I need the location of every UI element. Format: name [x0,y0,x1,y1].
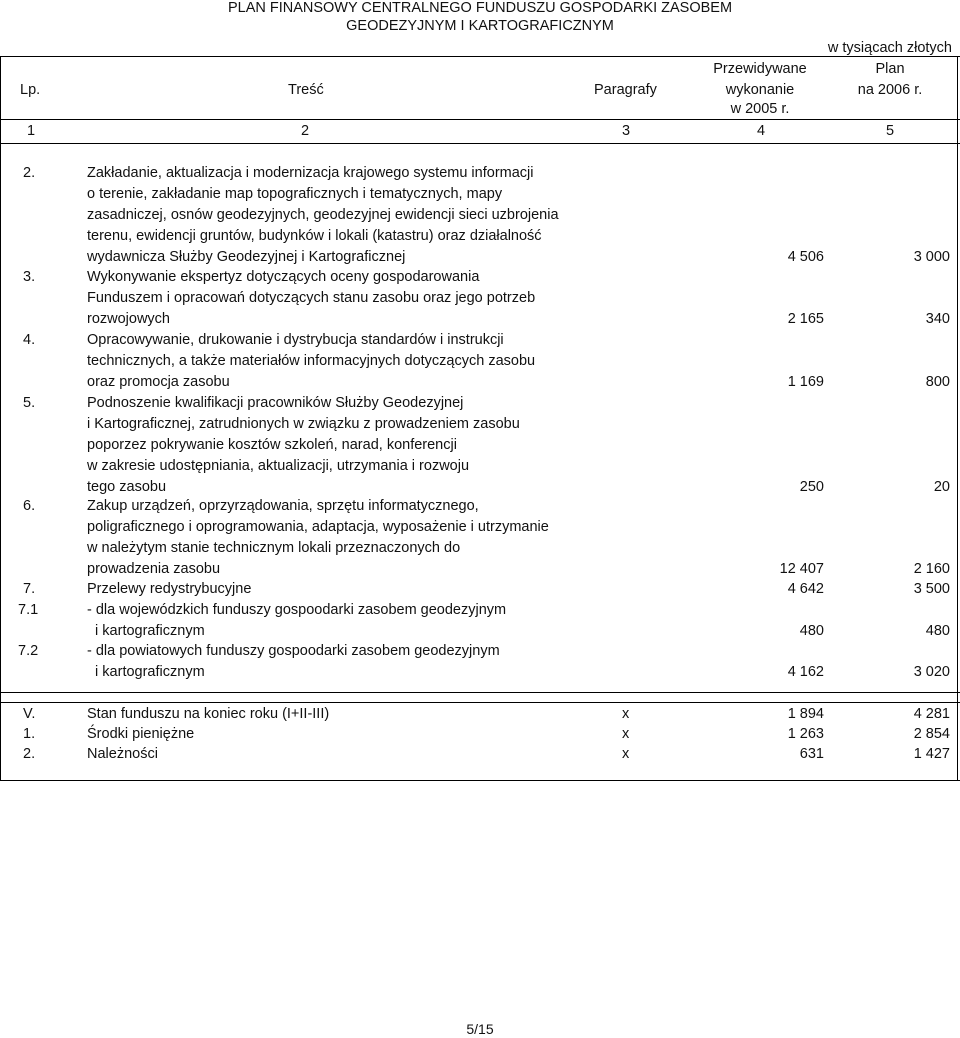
row-text-line: - dla wojewódzkich funduszy gospoodarki zasobem geodezyjnym [87,602,507,618]
summary-lp: 1. [23,726,36,742]
row-wykonanie: 4 506 [787,249,824,265]
row-lp: 3. [23,269,36,285]
row-plan: 340 [925,311,950,327]
row-text-line: Zakup urządzeń, oprzyrządowania, sprzętu informatycznego, [87,498,479,514]
row-plan: 2 160 [913,561,950,577]
row-text-line: w należytym stanie technicznym lokali przeznaczonych do [87,540,461,556]
summary-text: Należności [87,746,158,762]
summary-lp: V. [23,706,36,722]
header-num-2: 2 [301,123,310,139]
row-text-line: Podnoszenie kwalifikacji pracowników Służby Geodezyjnej [87,395,464,411]
row-text-line: Przelewy redystrybucyjne [87,581,252,597]
row-text-line: w zakresie udostępniania, aktualizacji, utrzymania i rozwoju [87,458,470,474]
header-plan-rok-2006: na 2006 r. [857,82,923,98]
unit-note: w tysiącach złotych [827,40,952,56]
summary-paragraf: x [622,706,630,722]
summary-wykonanie: 1 263 [787,726,824,742]
header-lp: Lp. [20,82,41,98]
row-wykonanie: 2 165 [787,311,824,327]
row-text-line: poligraficznego i oprogramowania, adaptacja, wyposażenie i utrzymanie [87,519,549,535]
header-rok-2005: w 2005 r. [730,101,790,117]
summary-plan: 1 427 [913,746,950,762]
row-wykonanie: 12 407 [779,561,824,577]
row-plan: 3 020 [913,664,950,680]
row-plan: 3 000 [913,249,950,265]
header-num-4: 4 [757,123,766,139]
row-lp: 7. [23,581,36,597]
row-text-line: i Kartograficznej, zatrudnionych w związku z prowadzeniem zasobu [87,416,520,432]
row-text-line: Opracowywanie, drukowanie i dystrybucja standardów i instrukcji [87,332,504,348]
row-plan: 3 500 [913,581,950,597]
summary-paragraf: x [622,726,630,742]
row-wykonanie: 250 [799,479,824,495]
row-text-line: i kartograficznym [87,623,205,639]
summary-lp: 2. [23,746,36,762]
summary-wykonanie: 631 [799,746,824,762]
row-text-line: prowadzenia zasobu [87,561,221,577]
summary-plan: 2 854 [913,726,950,742]
header-plan: Plan [875,61,905,77]
row-text-line: Wykonywanie ekspertyz dotyczących oceny gospodarowania [87,269,480,285]
summary-text: Środki pieniężne [87,726,195,742]
summary-paragraf: x [622,746,630,762]
row-text-line: wydawnicza Służby Geodezyjnej i Kartograficznej [87,249,406,265]
summary-wykonanie: 1 894 [787,706,824,722]
row-lp: 5. [23,395,36,411]
row-plan: 800 [925,374,950,390]
row-text-line: zasadniczej, osnów geodezyjnych, geodezyjnej ewidencji sieci uzbrojenia [87,207,559,223]
header-num-5: 5 [886,123,895,139]
row-text-line: Funduszem i opracowań dotyczących stanu zasobu oraz jego potrzeb [87,290,536,306]
summary-text: Stan funduszu na koniec roku (I+II-III) [87,706,330,722]
row-text-line: terenu, ewidencji gruntów, budynków i lokali (katastru) oraz działalność [87,228,542,244]
row-lp: 6. [23,498,36,514]
row-text-line: i kartograficznym [87,664,205,680]
row-text-line: technicznych, a także materiałów informacyjnych dotyczących zasobu [87,353,536,369]
header-num-1: 1 [27,123,36,139]
row-text-line: poporzez pokrywanie kosztów szkoleń, narad, konferencji [87,437,457,453]
row-text-line: - dla powiatowych funduszy gospoodarki zasobem geodezyjnym [87,643,500,659]
row-wykonanie: 4 642 [787,581,824,597]
title-line-2: GEODEZYJNYM I KARTOGRAFICZNYM [346,18,614,34]
header-tresc: Treść [288,82,324,98]
summary-plan: 4 281 [913,706,950,722]
row-lp: 7.2 [18,643,39,659]
row-lp: 2. [23,165,36,181]
row-plan: 480 [925,623,950,639]
row-lp: 7.1 [18,602,39,618]
row-plan: 20 [933,479,950,495]
row-text-line: oraz promocja zasobu [87,374,230,390]
title-line-1: PLAN FINANSOWY CENTRALNEGO FUNDUSZU GOSPODARKI ZASOBEM [227,0,733,16]
row-wykonanie: 1 169 [787,374,824,390]
row-text-line: Zakładanie, aktualizacja i modernizacja krajowego systemu informacji [87,165,534,181]
row-text-line: o terenie, zakładanie map topograficznych i tematycznych, mapy [87,186,503,202]
header-przewidywane: Przewidywane [713,61,807,77]
row-wykonanie: 4 162 [787,664,824,680]
row-text-line: rozwojowych [87,311,170,327]
row-wykonanie: 480 [799,623,824,639]
row-text-line: tego zasobu [87,479,167,495]
header-wykonanie: wykonanie [725,82,795,98]
header-num-3: 3 [622,123,631,139]
row-lp: 4. [23,332,36,348]
header-paragrafy: Paragrafy [594,82,657,98]
page-number: 5/15 [466,1021,494,1037]
